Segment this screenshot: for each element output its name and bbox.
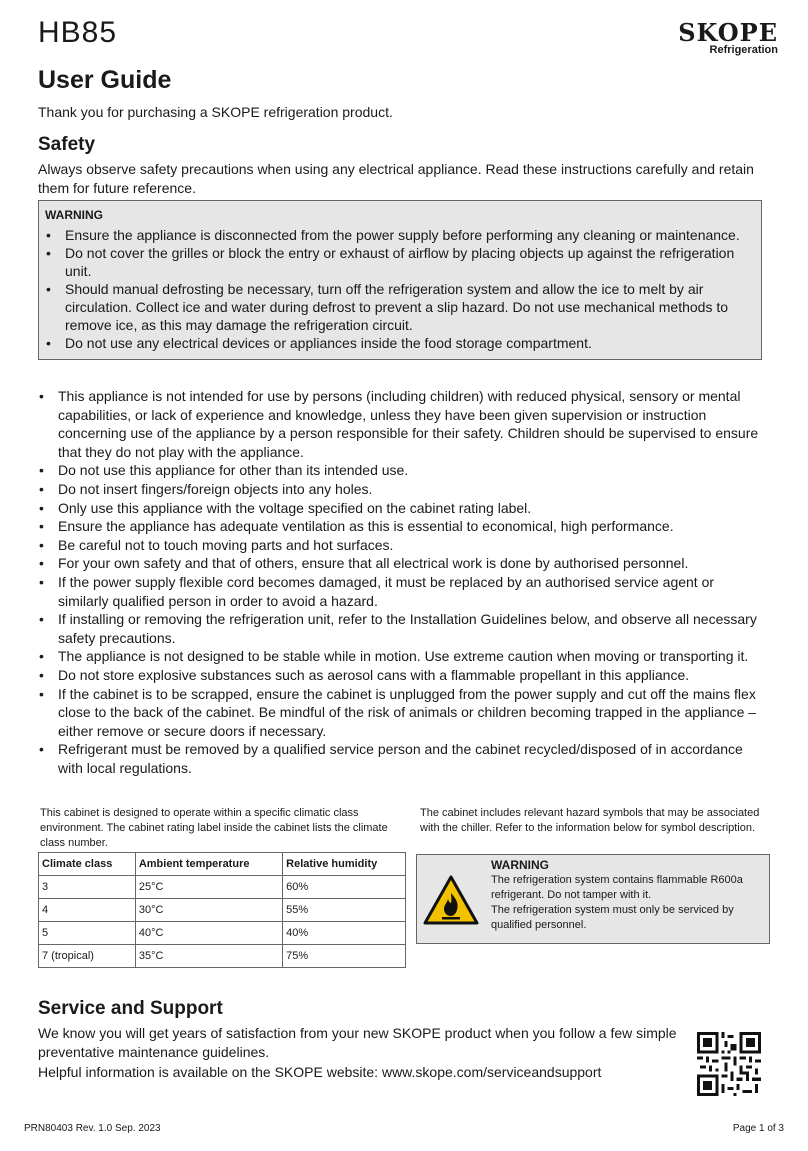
table-cell: 7 (tropical) [39, 945, 136, 968]
logo-subtitle: Refrigeration [709, 44, 778, 56]
service-paragraph: We know you will get years of satisfaction from your new SKOPE product when you follow a few simple preventative maintenance guidelines. [38, 1025, 677, 1060]
table-cell: 5 [39, 922, 136, 945]
service-heading: Service and Support [38, 998, 223, 1019]
page-title: User Guide [38, 66, 172, 94]
flammable-warning-icon [423, 875, 479, 925]
list-item: • Refrigerant must be removed by a qualified service person and the cabinet recycled/disposed of in accordance with local regulations. [38, 740, 768, 777]
table-cell: 60% [283, 876, 406, 899]
footer-page-number: Page 1 of 3 [732, 1123, 784, 1134]
logo-brand: SKOPE [678, 18, 778, 47]
warning-item: • Should manual defrosting be necessary, turn off the refrigeration system and allow the ice to melt by air circulation. Collect ice and water during defrost to prevent a slip hazard. Do not use mechanical methods to remove ice, as this may damage the refrigeration circuit. [45, 280, 755, 334]
column-header: Relative humidity [283, 853, 406, 876]
table-cell: 3 [39, 876, 136, 899]
hazard-note: The cabinet includes relevant hazard symbols that may be associated with the chiller. Refer to the information below for symbol description. [420, 807, 760, 834]
model-number: HB85 [38, 16, 118, 49]
list-item: • Be careful not to touch moving parts and hot surfaces. [38, 536, 768, 555]
hazard-text [491, 858, 763, 933]
warning-title: WARNING [45, 208, 103, 222]
list-item: • If the cabinet is to be scrapped, ensure the cabinet is unplugged from the power supply and cut off the mains flex close to the back of the cabinet. Be mindful of the risk of animals or children becoming trapped in the appliance – either remove or secure doors if necessary. [38, 685, 768, 741]
climate-table [38, 852, 406, 968]
list-item: • Do not insert fingers/foreign objects into any holes. [38, 480, 768, 499]
table-cell: 40°C [135, 922, 282, 945]
table-row [39, 876, 406, 899]
list-item: • If installing or removing the refrigeration unit, refer to the Installation Guidelines below, and observe all necessary safety precautions. [38, 610, 768, 647]
column-header: Climate class [39, 853, 136, 876]
table-cell: 30°C [135, 899, 282, 922]
service-website-text: Helpful information is available on the SKOPE website: www.skope.com/serviceandsupport [38, 1064, 602, 1080]
hazard-warning-title: WARNING [491, 858, 549, 872]
warning-item: • Do not use any electrical devices or appliances inside the food storage compartment. [45, 334, 755, 352]
intro-text: Thank you for purchasing a SKOPE refrigeration product. [38, 104, 393, 120]
safety-list [38, 387, 768, 777]
list-item: • If the power supply flexible cord becomes damaged, it must be replaced by an authorised service agent or similarly qualified person in order to avoid a hazard. [38, 573, 768, 610]
qr-code-icon[interactable] [697, 1032, 761, 1096]
skope-logo [678, 18, 778, 56]
table-cell: 4 [39, 899, 136, 922]
list-item: • Ensure the appliance has adequate ventilation as this is essential to economical, high performance. [38, 517, 768, 536]
table-row [39, 945, 406, 968]
list-item: • Do not use this appliance for other than its intended use. [38, 461, 768, 480]
hazard-line: The refrigeration system contains flammable R600a refrigerant. Do not tamper with it. [491, 874, 743, 901]
warning-item: • Ensure the appliance is disconnected from the power supply before performing any cleaning or maintenance. [45, 226, 755, 244]
table-row [39, 922, 406, 945]
warning-list [45, 226, 755, 352]
table-cell: 55% [283, 899, 406, 922]
table-cell: 40% [283, 922, 406, 945]
safety-paragraph: Always observe safety precautions when using any electrical appliance. Read these instructions carefully and retain them for future reference. [38, 161, 754, 196]
list-item: • Do not store explosive substances such as aerosol cans with a flammable propellant in this appliance. [38, 666, 768, 685]
table-cell: 25°C [135, 876, 282, 899]
table-cell: 35°C [135, 945, 282, 968]
table-row [39, 899, 406, 922]
table-header-row [39, 853, 406, 876]
warning-item: • Do not cover the grilles or block the entry or exhaust of airflow by placing objects up against the refrigeration unit. [45, 244, 755, 280]
table-cell: 75% [283, 945, 406, 968]
hazard-line: The refrigeration system must only be serviced by qualified personnel. [491, 904, 734, 931]
hazard-box [416, 854, 770, 944]
column-header: Ambient temperature [135, 853, 282, 876]
climate-note: This cabinet is designed to operate within a specific climatic class environment. The cabinet rating label inside the cabinet lists the climate class number. [40, 807, 388, 849]
list-item: • The appliance is not designed to be stable while in motion. Use extreme caution when moving or transporting it. [38, 647, 768, 666]
list-item: • This appliance is not intended for use by persons (including children) with reduced physical, sensory or mental capabilities, or lack of experience and knowledge, unless they have been given supervision or instruction concerning use of the appliance by a person responsible for their safety. Children should be supervised to ensure that they do not play with the appliance. [38, 387, 768, 461]
footer-document-ref: PRN80403 Rev. 1.0 Sep. 2023 [24, 1123, 161, 1134]
list-item: • Only use this appliance with the voltage specified on the cabinet rating label. [38, 499, 768, 518]
safety-heading: Safety [38, 134, 96, 155]
list-item: • For your own safety and that of others, ensure that all electrical work is done by authorised personnel. [38, 554, 768, 573]
warning-box [38, 200, 762, 360]
